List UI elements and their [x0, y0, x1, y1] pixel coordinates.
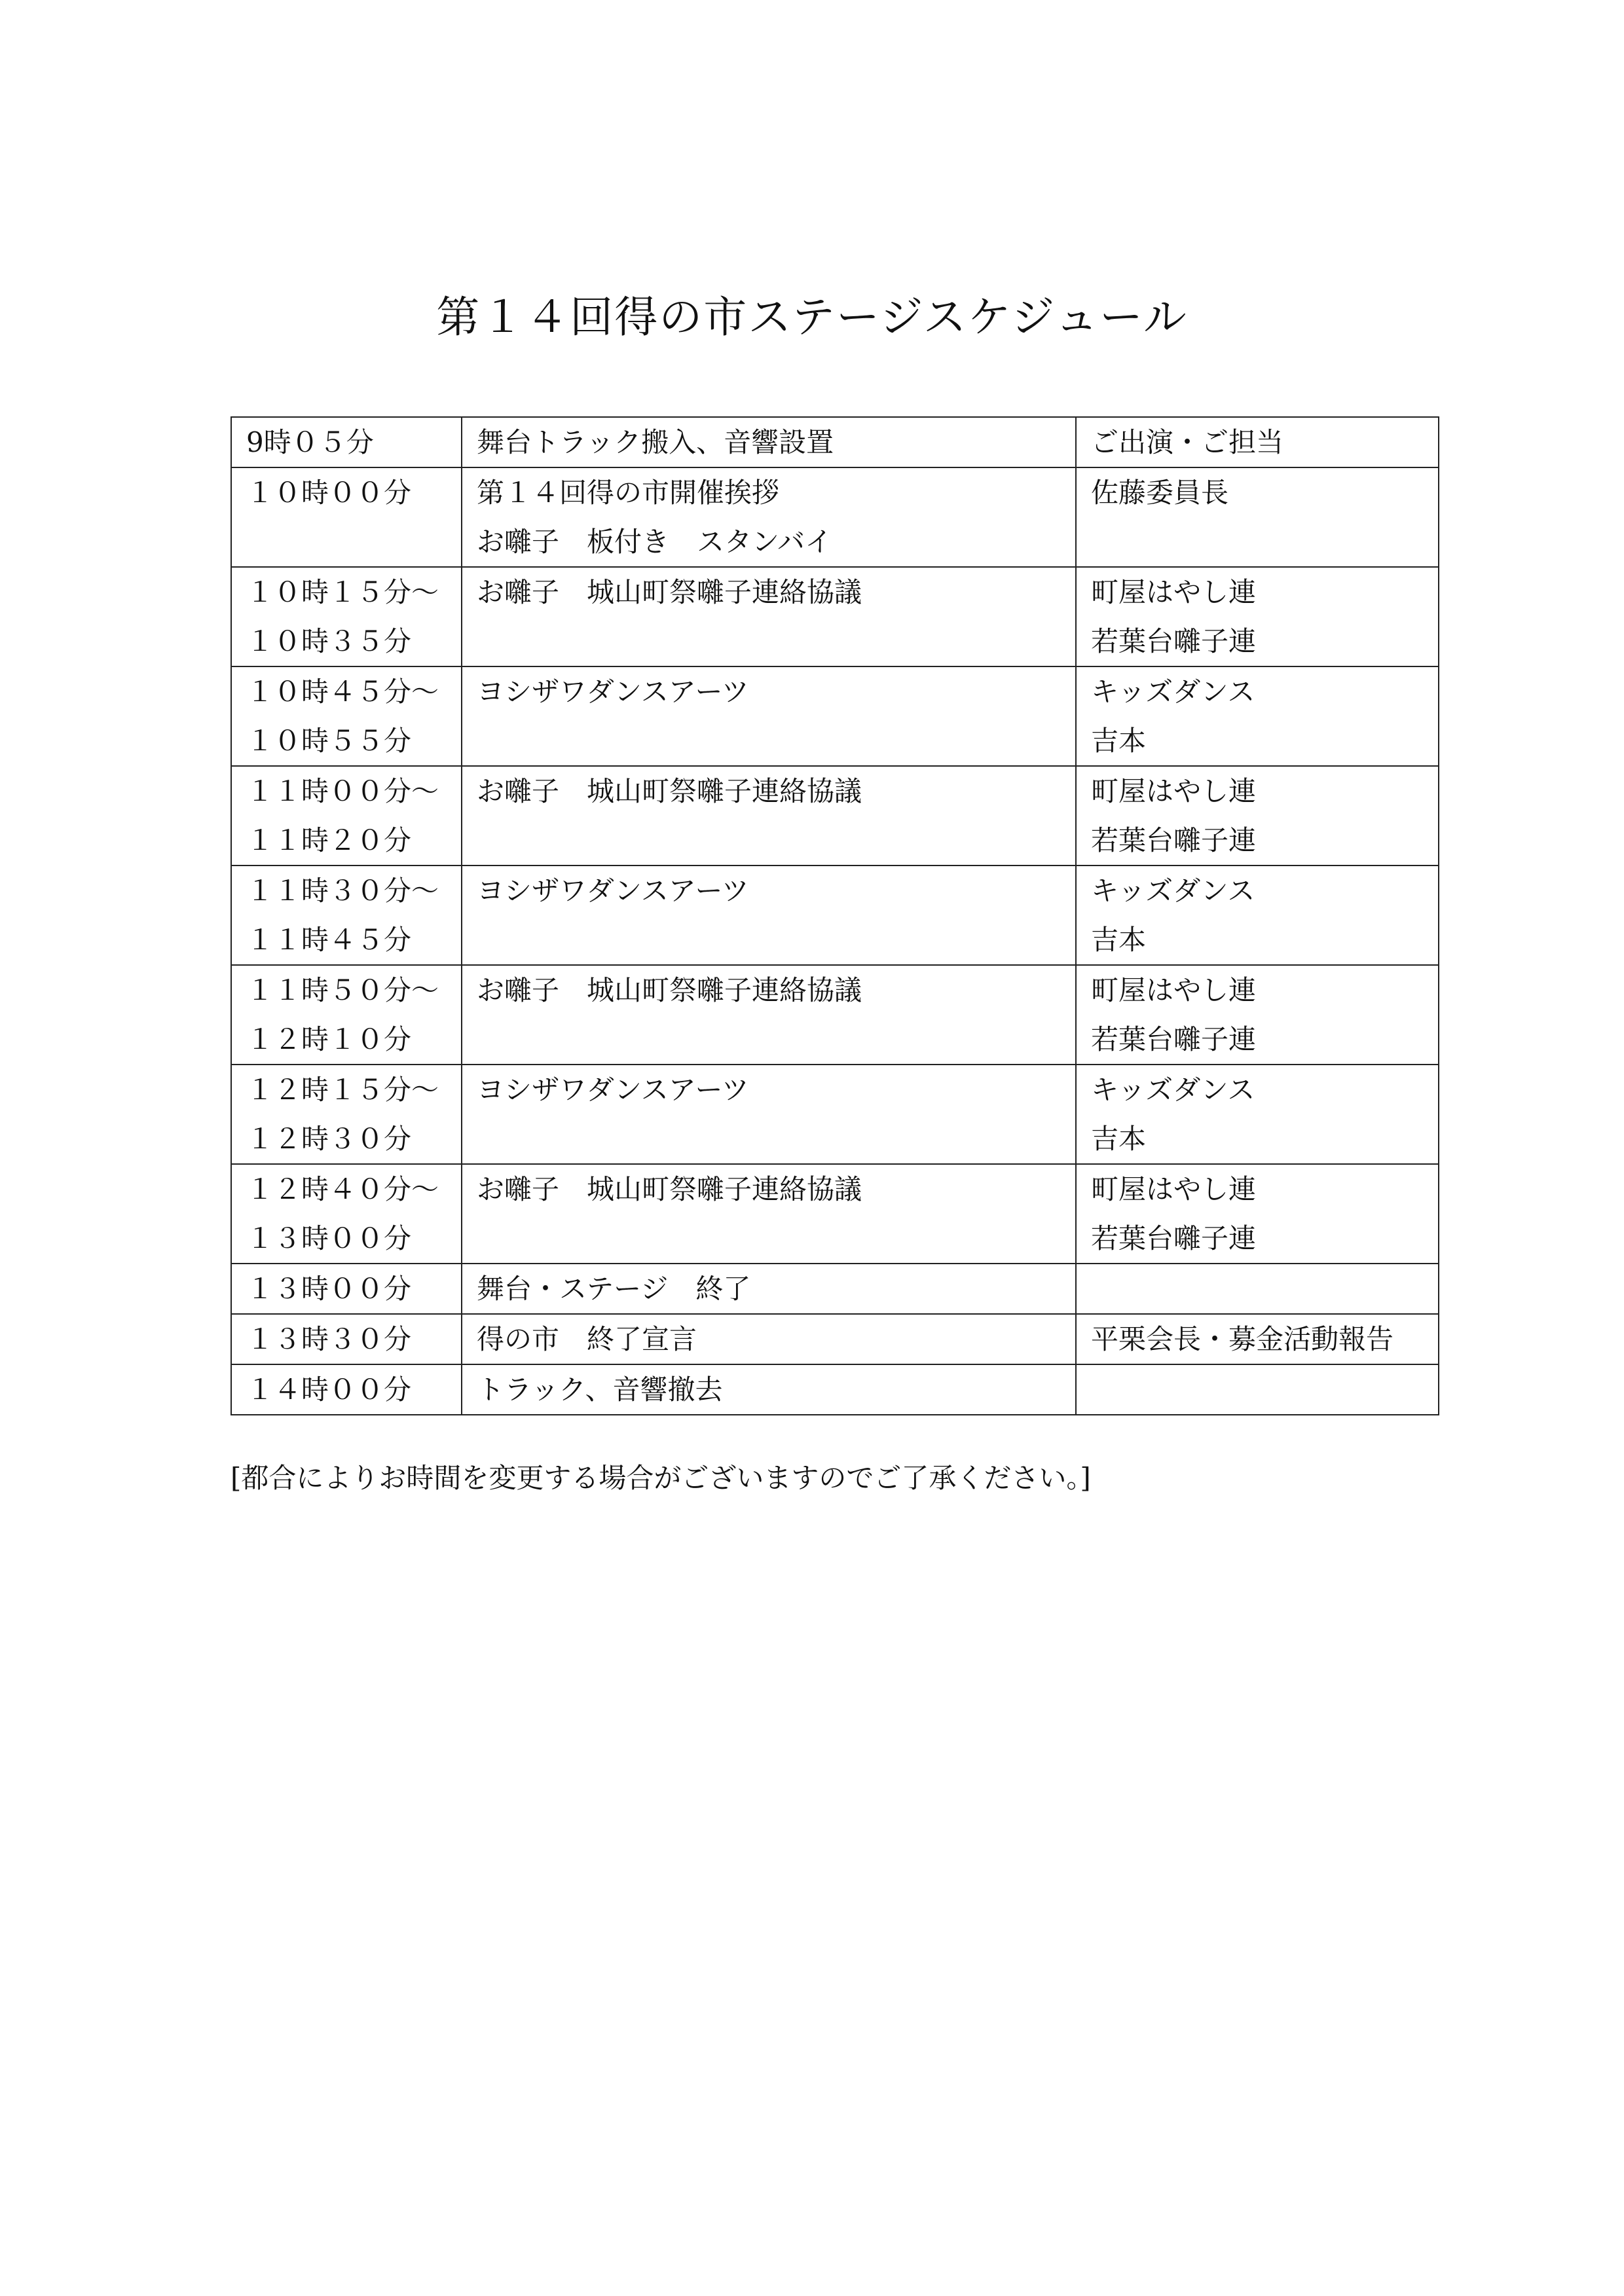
- performer-text: ご出演・ご担当: [1091, 426, 1284, 458]
- time-text: １４時００分: [246, 1374, 412, 1406]
- program-text: お囃子 城山町祭囃子連絡協議: [477, 576, 862, 608]
- time-cell: [231, 567, 462, 666]
- program-cell: [462, 1314, 1076, 1364]
- time-text: １０時４５分～: [246, 676, 439, 708]
- page-title: 第１４回得の市ステージスケジュール: [436, 292, 1188, 342]
- program-cell: [462, 866, 1076, 965]
- time-text: １０時００分: [246, 477, 412, 509]
- performer-text: 町屋はやし連: [1091, 974, 1257, 1006]
- time-cell: [231, 1314, 462, 1364]
- program-cell: [462, 666, 1076, 766]
- table-row: [231, 417, 1439, 467]
- time-cell: [231, 965, 462, 1065]
- performer-cell: [1076, 1065, 1439, 1164]
- program-text: お囃子 城山町祭囃子連絡協議: [477, 974, 862, 1006]
- time-text: １０時１５分～: [246, 576, 439, 608]
- program-text: 舞台・ステージ 終了: [477, 1273, 751, 1305]
- time-cell: [231, 1065, 462, 1164]
- time-cell: [231, 467, 462, 567]
- table-row: [231, 965, 1439, 1065]
- time-text: １２時３０分: [246, 1123, 412, 1155]
- program-text: トラック、音響撤去: [477, 1374, 723, 1406]
- program-cell: [462, 1364, 1076, 1415]
- table-row: [231, 1065, 1439, 1164]
- time-cell: [231, 666, 462, 766]
- program-cell: [462, 467, 1076, 567]
- time-cell: [231, 1264, 462, 1314]
- schedule-table: [231, 416, 1439, 1415]
- performer-text: 若葉台囃子連: [1091, 625, 1257, 657]
- performer-text: 吉本: [1091, 1123, 1147, 1155]
- program-cell: [462, 417, 1076, 467]
- performer-text: [1091, 1264, 1438, 1313]
- program-text: お囃子 城山町祭囃子連絡協議: [477, 1173, 862, 1205]
- program-text: ヨシザワダンスアーツ: [477, 1074, 749, 1106]
- program-text: 舞台トラック搬入、音響設置: [477, 426, 834, 458]
- performer-cell: [1076, 866, 1439, 965]
- program-cell: [462, 965, 1076, 1065]
- performer-text: 町屋はやし連: [1091, 576, 1257, 608]
- performer-cell: [1076, 1164, 1439, 1264]
- performer-text: 町屋はやし連: [1091, 775, 1257, 807]
- time-text: １３時３０分: [246, 1323, 412, 1355]
- performer-cell: [1076, 766, 1439, 866]
- time-text: １１時２０分: [246, 824, 412, 856]
- table-row: [231, 1164, 1439, 1264]
- time-text: １０時５５分: [246, 725, 412, 757]
- table-row: [231, 666, 1439, 766]
- program-text: お囃子 城山町祭囃子連絡協議: [477, 775, 862, 807]
- time-cell: [231, 1364, 462, 1415]
- performer-text: 町屋はやし連: [1091, 1173, 1257, 1205]
- table-row: [231, 1314, 1439, 1364]
- performer-cell: [1076, 1264, 1439, 1314]
- program-text: お囃子 板付き スタンバイ: [477, 526, 833, 558]
- table-row: [231, 567, 1439, 666]
- performer-text: 吉本: [1091, 725, 1147, 757]
- performer-text: 若葉台囃子連: [1091, 1222, 1257, 1254]
- program-text: 得の市 終了宣言: [477, 1323, 697, 1355]
- program-cell: [462, 1164, 1076, 1264]
- schedule-body: [231, 417, 1439, 1415]
- performer-cell: [1076, 1314, 1439, 1364]
- program-cell: [462, 1065, 1076, 1164]
- performer-cell: [1076, 666, 1439, 766]
- time-cell: [231, 766, 462, 866]
- program-cell: [462, 1264, 1076, 1314]
- time-text: １３時００分: [246, 1222, 412, 1254]
- performer-cell: [1076, 567, 1439, 666]
- program-cell: [462, 567, 1076, 666]
- program-text: ヨシザワダンスアーツ: [477, 875, 749, 907]
- performer-text: キッズダンス: [1091, 676, 1255, 708]
- time-text: １０時３５分: [246, 625, 412, 657]
- performer-text: 若葉台囃子連: [1091, 1023, 1257, 1055]
- performer-cell: [1076, 467, 1439, 567]
- performer-text: キッズダンス: [1091, 1074, 1255, 1106]
- time-text: １１時４５分: [246, 924, 412, 956]
- time-cell: [231, 1164, 462, 1264]
- time-text: １２時４０分～: [246, 1173, 439, 1205]
- performer-text: 平栗会長・募金活動報告: [1091, 1323, 1394, 1355]
- time-text: １２時１０分: [246, 1023, 412, 1055]
- table-row: [231, 1264, 1439, 1314]
- table-row: [231, 1364, 1439, 1415]
- table-row: [231, 866, 1439, 965]
- program-text: ヨシザワダンスアーツ: [477, 676, 749, 708]
- performer-text: [1091, 1365, 1438, 1414]
- performer-text: 佐藤委員長: [1091, 477, 1229, 509]
- time-text: 9時０５分: [246, 426, 374, 458]
- time-text: １１時００分～: [246, 775, 439, 807]
- performer-text: キッズダンス: [1091, 875, 1255, 907]
- time-text: １１時５０分～: [246, 974, 439, 1006]
- table-row: [231, 467, 1439, 567]
- performer-cell: [1076, 417, 1439, 467]
- performer-text: 吉本: [1091, 924, 1147, 956]
- time-text: １２時１５分～: [246, 1074, 439, 1106]
- performer-text: 若葉台囃子連: [1091, 824, 1257, 856]
- time-cell: [231, 417, 462, 467]
- performer-cell: [1076, 965, 1439, 1065]
- time-cell: [231, 866, 462, 965]
- table-row: [231, 766, 1439, 866]
- performer-cell: [1076, 1364, 1439, 1415]
- program-text: 第１４回得の市開催挨拶: [477, 477, 780, 509]
- time-text: １１時３０分～: [246, 875, 439, 907]
- schedule-change-note: [都合によりお時間を変更する場合がございますのでご了承ください。]: [231, 1462, 1091, 1494]
- time-text: １３時００分: [246, 1273, 412, 1305]
- program-cell: [462, 766, 1076, 866]
